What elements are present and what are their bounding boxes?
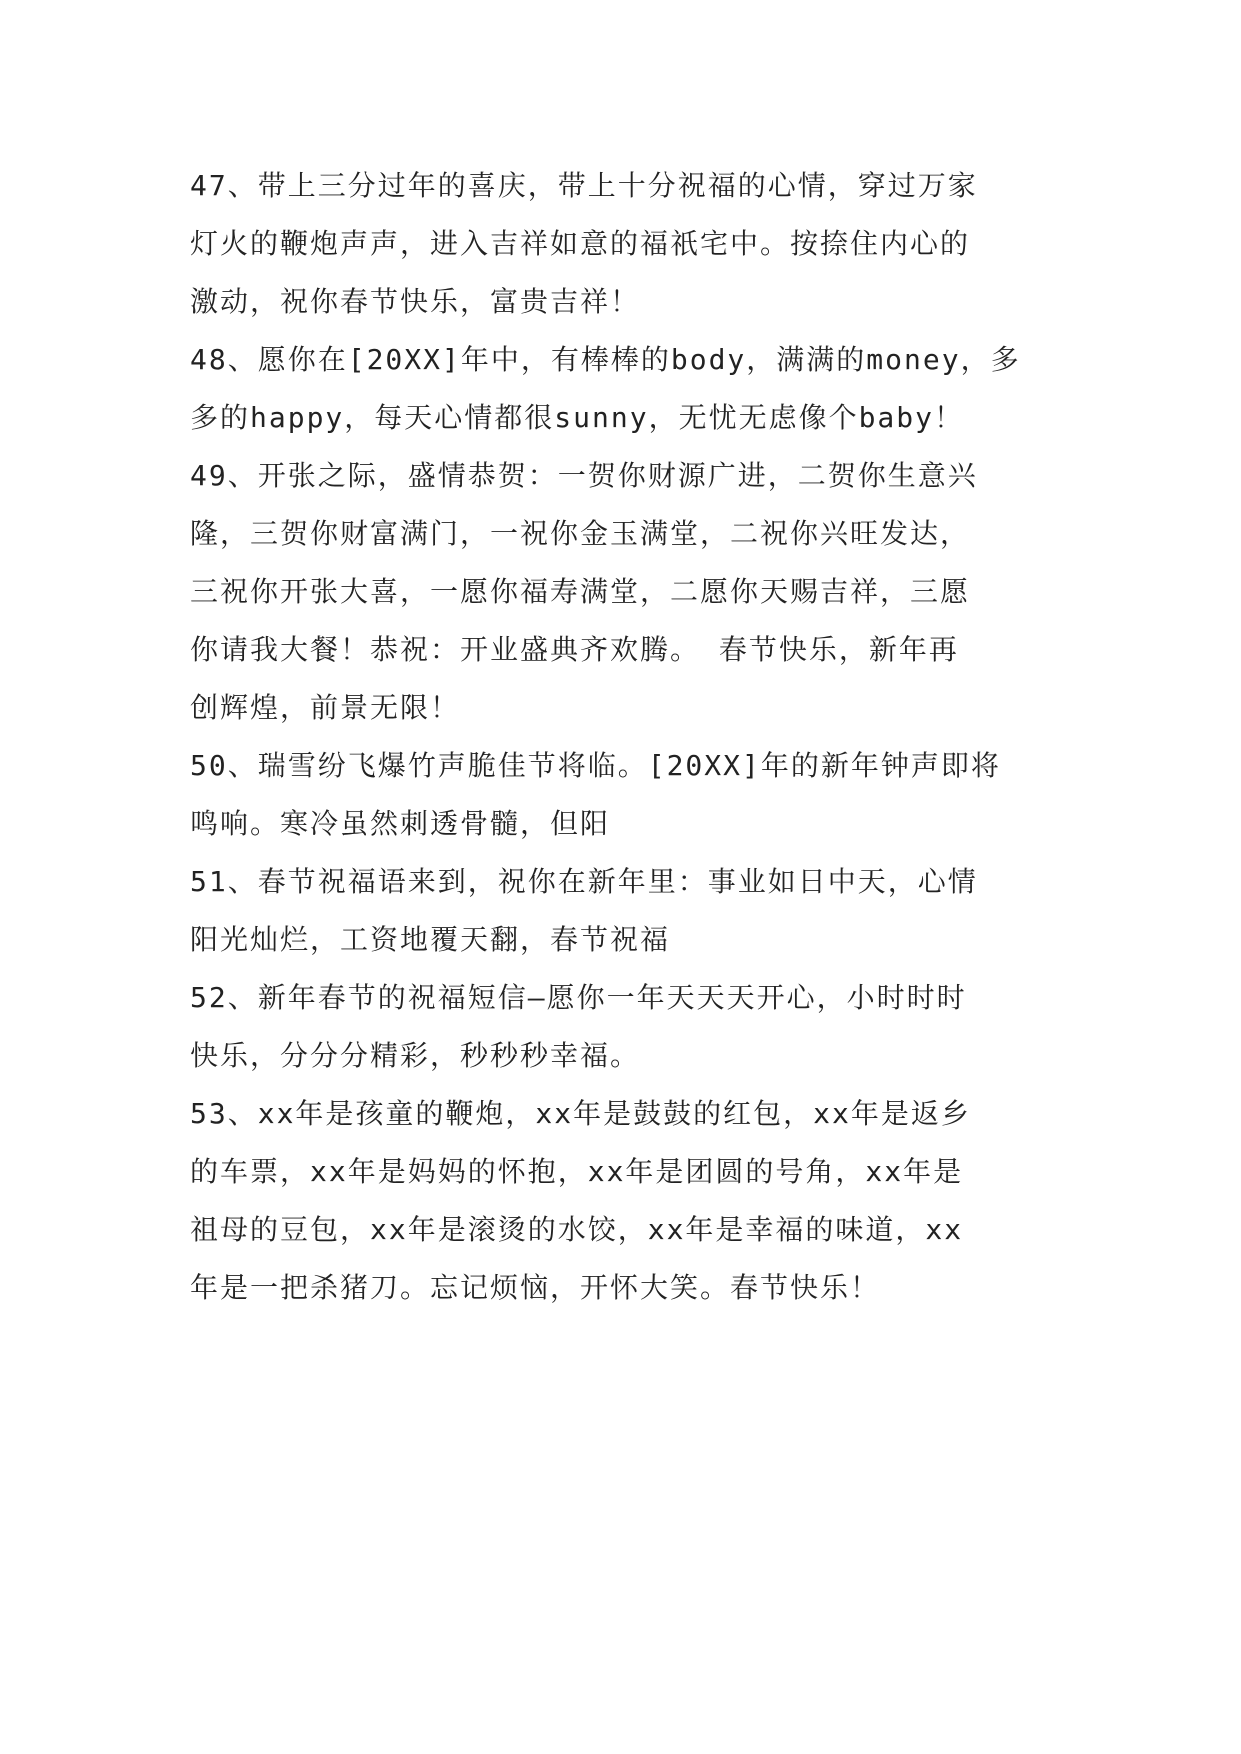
text-line: 鸣响。寒冷虽然刺透骨髓，但阳	[190, 807, 611, 840]
text-line: 52、新年春节的祝福短信—愿你一年天天天开心，小时时时	[190, 981, 967, 1014]
text-line: 48、愿你在[20XX]年中，有棒棒的body，满满的money，多	[190, 343, 1021, 376]
text-line: 年是一把杀猪刀。忘记烦恼，开怀大笑。春节快乐！	[190, 1271, 881, 1304]
text-line: 激动，祝你春节快乐，富贵吉祥！	[190, 285, 641, 318]
text-line: 47、带上三分过年的喜庆，带上十分祝福的心情，穿过万家	[190, 169, 978, 202]
text-line: 49、开张之际，盛情恭贺：一贺你财源广进，二贺你生意兴	[190, 459, 978, 492]
text-line: 的车票，xx年是妈妈的怀抱，xx年是团圆的号角，xx年是	[190, 1155, 964, 1188]
text-line: 阳光灿烂，工资地覆天翻，春节祝福	[190, 923, 671, 956]
text-line: 51、春节祝福语来到，祝你在新年里：事业如日中天，心情	[190, 865, 978, 898]
text-line: 多的happy，每天心情都很sunny，无忧无虑像个baby！	[190, 401, 965, 434]
text-line: 快乐，分分分精彩，秒秒秒幸福。	[190, 1039, 641, 1072]
text-line: 创辉煌，前景无限！	[190, 691, 461, 724]
document-body	[190, 157, 1070, 1317]
text-line: 你请我大餐！恭祝：开业盛典齐欢腾。 春节快乐，新年再	[190, 633, 959, 666]
text-line: 53、xx年是孩童的鞭炮，xx年是鼓鼓的红包，xx年是返乡	[190, 1097, 971, 1130]
text-line: 三祝你开张大喜，一愿你福寿满堂，二愿你天赐吉祥，三愿	[190, 575, 971, 608]
text-line: 隆，三贺你财富满门，一祝你金玉满堂，二祝你兴旺发达，	[190, 517, 971, 550]
text-line: 50、瑞雪纷飞爆竹声脆佳节将临。[20XX]年的新年钟声即将	[190, 749, 1001, 782]
text-line: 灯火的鞭炮声声，进入吉祥如意的福祇宅中。按捺住内心的	[190, 227, 971, 260]
text-line: 祖母的豆包，xx年是滚烫的水饺，xx年是幸福的味道，xx	[190, 1213, 964, 1246]
